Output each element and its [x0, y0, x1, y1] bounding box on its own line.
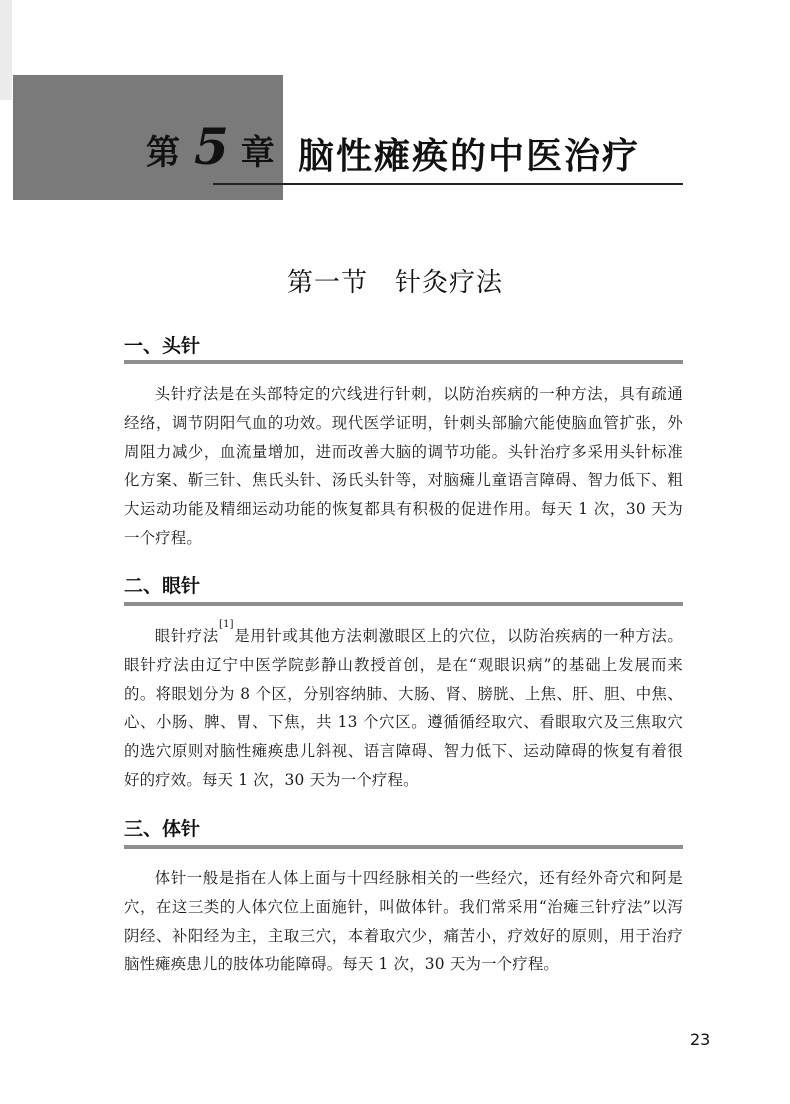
chapter-prefix: 第 [146, 133, 182, 173]
subsection-heading-eye-acupuncture: 二、眼针 [124, 575, 201, 597]
paragraph-body-acupuncture [124, 864, 683, 979]
citation-reference: [1] [218, 619, 234, 630]
chapter-number: 5 [194, 117, 229, 176]
chapter-suffix: 章 [240, 133, 277, 173]
paragraph-text: 体针一般是指在人体上面与十四经脉相关的一些经穴，还有经外奇穴和阿是穴，在这三类的人体穴位上面施针，叫做体针。我们常采用“治瘫三针疗法”以泻阴经、补阳经为主，主取三穴，本着取穴少，痛苦小，疗效好的原则，用于治疗脑性瘫痪患儿的肢体功能障碍。每天 1 次，30 天为一个疗程。 [124, 869, 683, 974]
paragraph-head-acupuncture [124, 380, 683, 553]
paragraph-text-start: 眼针疗法 [154, 627, 219, 645]
page-edge-shade [0, 0, 12, 100]
section-title: 第一节 针灸疗法 [286, 268, 503, 298]
paragraph-eye-acupuncture [124, 619, 683, 795]
paragraph-text-rest: 是用针或其他方法刺激眼区上的穴位，以防治疾病的一种方法。眼针疗法由辽宁中医学院彭静山教授首创，是在“观眼识病”的基础上发展而来的。将眼划分为 8 个区，分别容纳肺、大肠、肾、膀胱、上焦、肝、胆、中焦、心、小肠、脾、胃、下焦，共 13 个穴区。遵循循经取穴、看眼取穴及三焦取穴的选穴原则对脑性瘫痪患儿斜视、语言障碍、智力低下、运动障碍的恢复有着很好的疗效。每天 1 次，30 天为一个疗程。 [124, 627, 683, 789]
chapter-label [146, 117, 277, 182]
chapter-rule [213, 183, 683, 185]
paragraph-text: 头针疗法是在头部特定的穴线进行针刺，以防治疾病的一种方法，具有疏通经络，调节阴阳气血的功效。现代医学证明，针刺头部腧穴能使脑血管扩张，外周阻力减少，血流量增加，进而改善大脑的调节功能。头针治疗多采用头针标准化方案、靳三针、焦氏头针、汤氏头针等，对脑瘫儿童语言障碍、智力低下、粗大运动功能及精细运动功能的恢复都具有积极的促进作用。每天 1 次，30 天为一个疗程。 [124, 385, 683, 547]
chapter-title: 脑性瘫痪的中医治疗 [298, 136, 641, 177]
subsection-rule [124, 845, 683, 849]
subsection-heading-head-acupuncture: 一、头针 [124, 335, 201, 357]
page-number: 23 [690, 1030, 711, 1049]
subsection-rule [124, 360, 683, 364]
subsection-heading-body-acupuncture: 三、体针 [124, 818, 201, 840]
subsection-rule [124, 602, 683, 606]
